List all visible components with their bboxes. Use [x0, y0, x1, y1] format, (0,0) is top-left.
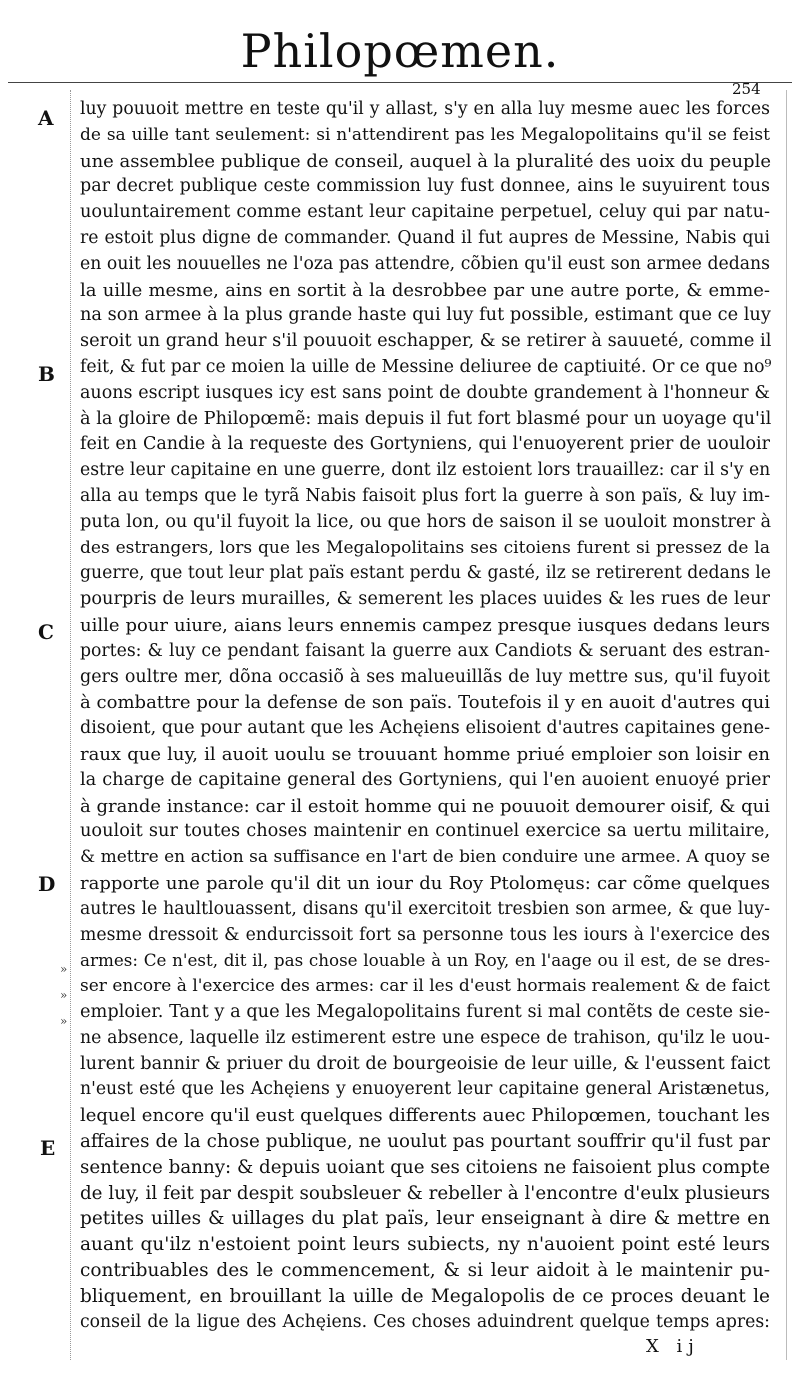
margin-marker-e: E [40, 1136, 56, 1160]
text-line: feit, & fut par ce moien la uille de Messine deliuree de captiuité. Or ce que no⁹ [80, 357, 772, 377]
text-line: sentence banny: & depuis uoiant que ses citoiens ne faisoient plus compte [80, 1156, 771, 1178]
signature-mark: X ij [646, 1336, 700, 1357]
text-line: estre leur capitaine en une guerre, dont ilz estoient lors trauaillez: car il s'y en [80, 460, 771, 481]
text-line: luy pouuoit mettre en teste qu'il y allast, s'y en alla luy mesme auec les forces [80, 99, 770, 119]
text-line: auons escript iusques icy est sans point de doubte grandement à l'honneur & [80, 382, 770, 403]
text-line: feit en Candie à la requeste des Gortyniens, qui l'enuoyerent prier de uouloir [80, 434, 770, 455]
margin-marker-b: B [38, 362, 55, 386]
text-line: bliquement, en brouillant la uille de Megalopolis de ce proces deuant le [80, 1285, 770, 1307]
right-margin-rule [786, 90, 787, 1360]
quote-mark: » [60, 1014, 68, 1028]
text-line: à la gloire de Philopœmẽ: mais depuis il fut fort blasmé pour un uoyage qu'il [80, 408, 772, 429]
text-line: des estrangers, lors que les Megalopolitains ses citoiens furent si pressez de la [80, 537, 770, 558]
text-line: puta lon, ou qu'il fuyoit la lice, ou que hors de saison il se uouloit monstrer à [80, 511, 772, 532]
text-line: uouloit sur toutes choses maintenir en continuel exercice sa uertu militaire, [80, 821, 770, 842]
quote-mark: » [60, 962, 68, 976]
text-line: mesme dressoit & endurcissoit fort sa personne tous les iours à l'exercice des [80, 924, 770, 945]
text-line: lequel encore qu'il eust quelques differents auec Philopœmen, touchant les [80, 1105, 770, 1127]
header-rule [8, 82, 792, 83]
text-line: contribuables des le commencement, & si leur aidoit à le maintenir pu- [80, 1260, 770, 1281]
text-line: la charge de capitaine general des Gortyniens, qui l'en auoient enuoyé prier [80, 769, 770, 790]
text-line: armes: Ce n'est, dit il, pas chose louable à un Roy, en l'aage ou il est, de se dres- [80, 950, 770, 971]
text-line: guerre, que tout leur plat païs estant perdu & gasté, ilz se retirerent dedans le [80, 563, 772, 584]
page-title: Philopœmen. [240, 24, 560, 78]
text-line: alla au temps que le tyrã Nabis faisoit plus fort la guerre à son païs, & luy im- [80, 486, 770, 506]
text-line: en ouit les nouuelles ne l'oza pas attendre, cõbien qu'il eust son armee dedans [80, 253, 770, 274]
text-line: emploier. Tant y a que les Megalopolitains furent si mal contẽts de ceste sie- [80, 1002, 770, 1022]
text-line: na son armee à la plus grande haste qui luy fut possible, estimant que ce luy [80, 305, 771, 326]
margin-marker-d: D [38, 872, 56, 896]
text-line: de sa uille tant seulement: si n'attendirent pas les Megalopolitains qu'il se feist [80, 124, 770, 145]
margin-marker-c: C [38, 620, 54, 644]
text-line: uouluntairement comme estant leur capitaine perpetuel, celuy qui par natu- [80, 202, 770, 223]
text-line: par decret publique ceste commission luy fust donnee, ains le suyuirent tous [80, 176, 770, 197]
text-line: une assemblee publique de conseil, auquel à la pluralité des uoix du peuple [80, 150, 771, 172]
text-line: auant qu'ilz n'estoient point leurs subiects, ny n'auoient point esté leurs [80, 1234, 770, 1256]
text-line: gers oultre mer, dõna occasiõ à ses malueuillãs de luy mettre sus, qu'il fuyoit [80, 666, 770, 687]
text-line: re estoit plus digne de commander. Quand il fut aupres de Messine, Nabis qui [80, 228, 770, 248]
page-number: 254 [732, 80, 761, 98]
text-line: portes: & luy ce pendant faisant la guerre aux Candiots & seruant des estran- [80, 640, 770, 661]
text-line: rapporte une parole qu'il dit un iour du Roy Ptolomęus: car cõme quelques [80, 873, 770, 894]
text-line: à grande instance: car il estoit homme qui ne pouuoit demourer oisif, & qui [80, 795, 771, 817]
text-line: autres le haultlouassent, disans qu'il exercitoit tresbien son armee, & que luy- [80, 898, 770, 919]
text-line: seroit un grand heur s'il pouuoit eschapper, & se retirer à sauueté, comme il [80, 331, 772, 352]
quote-mark: » [60, 988, 68, 1002]
text-line: ne absence, laquelle ilz estimerent estre une espece de trahison, qu'ilz le uou- [80, 1027, 770, 1048]
text-line: affaires de la chose publique, ne uoulut pas pourtant souffrir qu'il fust par [80, 1131, 770, 1152]
text-line: de luy, il feit par despit soubsleuer & rebeller à l'encontre d'eulx plusieurs [80, 1182, 770, 1204]
text-line: la uille mesme, ains en sortit à la desrobbee par une autre porte, & emme- [80, 279, 770, 301]
margin-marker-a: A [38, 106, 54, 130]
text-line: n'eust esté que les Achęiens y enuoyerent leur capitaine general Aristænetus, [80, 1079, 770, 1100]
text-line: ser encore à l'exercice des armes: car il les d'eust hormais realement & de faict [80, 976, 770, 997]
text-line: uille pour uiure, aians leurs ennemis campez presque iusques dedans leurs [80, 615, 770, 636]
left-margin-rule [70, 90, 71, 1360]
text-line: & mettre en action sa suffisance en l'art de bien conduire une armee. A quoy se [80, 847, 770, 868]
text-line: pourpris de leurs murailles, & semerent les places uuides & les rues de leur [80, 589, 770, 610]
text-line: petites uilles & uillages du plat païs, leur enseignant à dire & mettre en [80, 1208, 770, 1230]
text-line: lurent bannir & priuer du droit de bourgeoisie de leur uille, & l'eussent faict [80, 1053, 771, 1074]
text-line: à combattre pour la defense de son païs. Toutefois il y en auoit d'autres qui [80, 692, 770, 714]
text-line: disoient, que pour autant que les Achęiens elisoient d'autres capitaines gene- [80, 718, 770, 739]
text-line: conseil de la ligue des Achęiens. Ces choses aduindrent quelque temps apres: [80, 1311, 770, 1332]
text-line: raux que luy, il auoit uoulu se trouuant homme priué emploier son loisir en [80, 744, 770, 765]
